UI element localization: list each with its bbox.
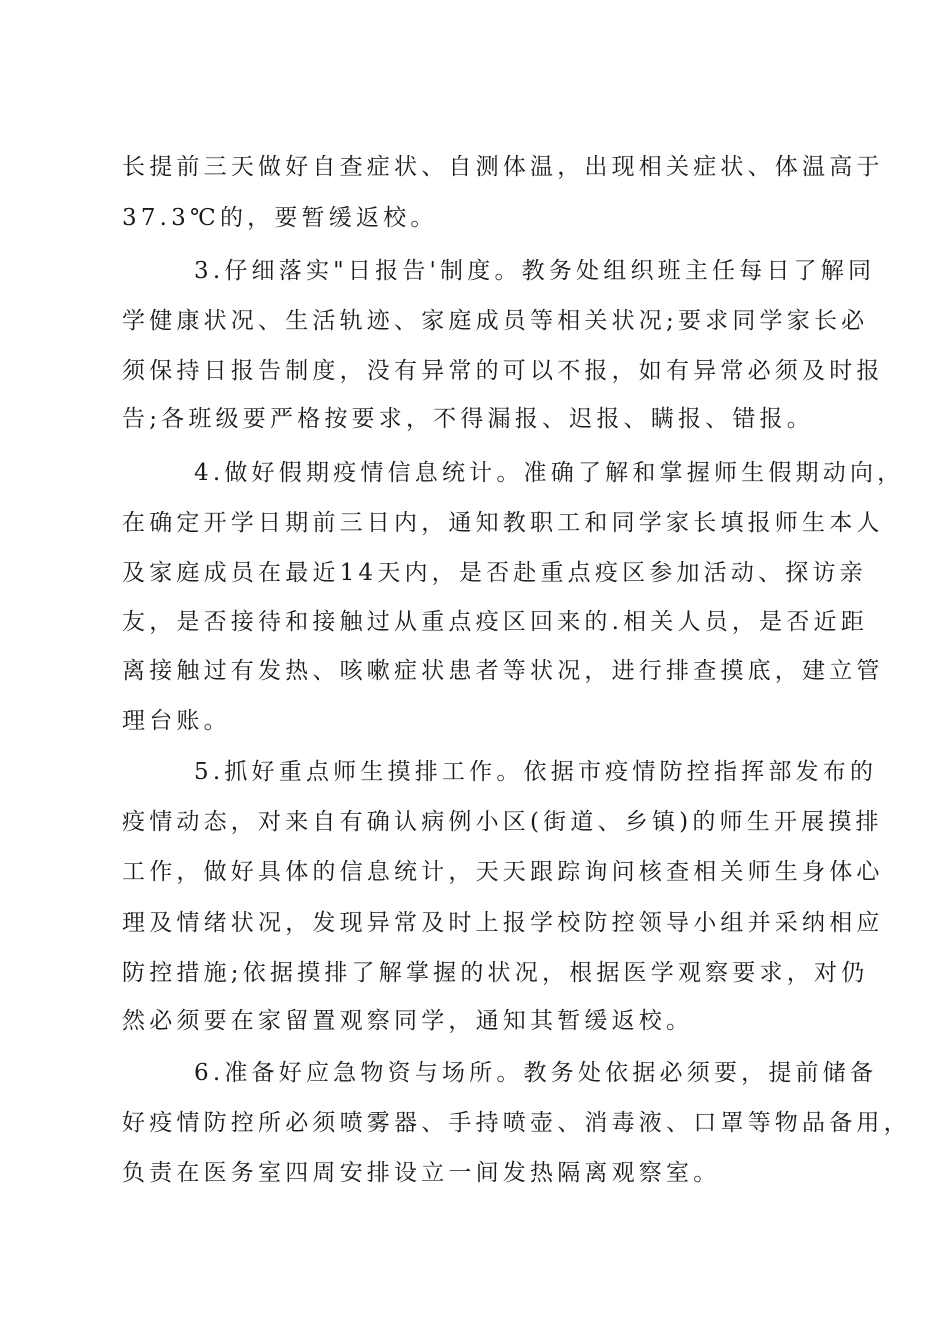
text-line: 离接触过有发热、咳嗽症状患者等状况，进行排查摸底，建立管 xyxy=(122,658,884,684)
paragraph-4-start: 4.做好假期疫情信息统计。准确了解和掌握师生假期动向， xyxy=(194,460,905,486)
paragraph-3-start: 3.仔细落实"日报告'制度。教务处组织班主任每日了解同 xyxy=(194,258,876,284)
text-line: 疫情动态，对来自有确认病例小区(街道、乡镇)的师生开展摸排 xyxy=(122,809,883,835)
paragraph-5-start: 5.抓好重点师生摸排工作。依据市疫情防控指挥部发布的 xyxy=(194,759,878,785)
text-line: 学健康状况、生活轨迹、家庭成员等相关状况;要求同学家长必 xyxy=(122,308,869,334)
text-line: 负责在医务室四周安排设立一间发热隔离观察室。 xyxy=(122,1160,721,1186)
text-line: 须保持日报告制度，没有异常的可以不报，如有异常必须及时报 xyxy=(122,358,884,384)
text-line: 37.3℃的，要暂缓返校。 xyxy=(122,205,438,231)
text-line: 在确定开学日期前三日内，通知教职工和同学家长填报师生本人 xyxy=(122,510,884,536)
text-line: 好疫情防控所必须喷雾器、手持喷壶、消毒液、口罩等物品备用， xyxy=(122,1110,911,1136)
text-line: 理及情绪状况，发现异常及时上报学校防控领导小组并采纳相应 xyxy=(122,910,884,936)
text-line: 及家庭成员在最近14天内，是否赴重点疫区参加活动、探访亲 xyxy=(122,560,867,586)
text-line: 工作，做好具体的信息统计，天天跟踪询问核查相关师生身体心 xyxy=(122,859,884,885)
text-line: 友，是否接待和接触过从重点疫区回来的.相关人员，是否近距 xyxy=(122,609,868,635)
text-line: 理台账。 xyxy=(122,708,231,734)
paragraph-6-start: 6.准备好应急物资与场所。教务处依据必须要，提前储备 xyxy=(194,1060,878,1086)
text-line: 防控措施;依据摸排了解掌握的状况，根据医学观察要求，对仍 xyxy=(122,960,869,986)
text-line: 长提前三天做好自查症状、自测体温，出现相关症状、体温高于 xyxy=(122,154,884,180)
text-line: 然必须要在家留置观察同学，通知其暂缓返校。 xyxy=(122,1008,694,1034)
text-line: 告;各班级要严格按要求，不得漏报、迟报、瞒报、错报。 xyxy=(122,406,814,432)
